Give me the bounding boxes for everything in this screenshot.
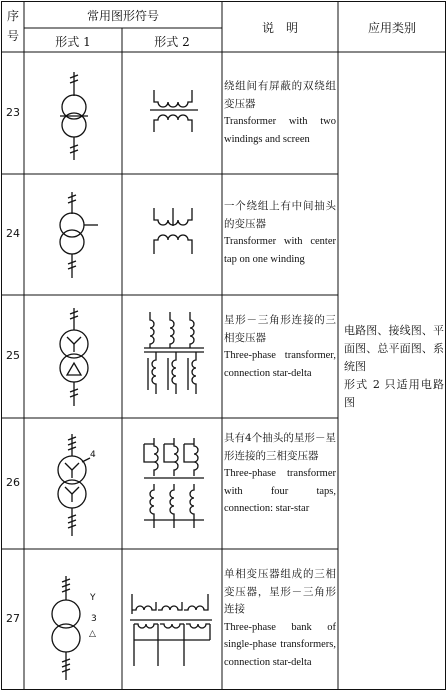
transformer-four-taps-form2-icon	[140, 436, 210, 530]
header-form1: 形式 1	[55, 35, 91, 49]
application-line1: 电路图、接线图、平面图、总平面图、系统图	[344, 324, 444, 373]
transformer-star-delta-form2-icon	[140, 310, 210, 396]
description-zh: 具有4个抽头的星形－星形连接的三相变压器	[224, 432, 336, 462]
transformer-star-delta-form1-icon	[50, 306, 98, 410]
transformer-screen-form2-icon	[148, 88, 200, 136]
transformer-bank-form2-icon	[128, 590, 216, 670]
description-en: Transformer with center tap on one winding	[224, 236, 336, 265]
row-number: 23	[6, 106, 20, 119]
header-application: 应用类别	[367, 21, 416, 35]
row-description	[224, 198, 336, 268]
transformer-bank-form1-icon	[44, 574, 112, 684]
header-symbols-group: 常用图形符号	[86, 9, 159, 23]
transformer-center-tap-form1-icon	[48, 190, 104, 280]
transformer-four-taps-form1-icon	[48, 432, 104, 540]
description-zh: 单相变压器组成的三相变压器，星形－三角形连接	[224, 568, 336, 615]
star-label: Y	[90, 593, 96, 603]
row-number: 26	[6, 476, 20, 489]
transformer-screen-form1-icon	[52, 70, 96, 162]
row-description	[224, 312, 336, 382]
taps-count-label: 4	[90, 450, 96, 460]
header-seq: 序号	[6, 9, 19, 43]
description-zh: 星形－三角形连接的三相变压器	[224, 314, 336, 344]
delta-label: △	[89, 629, 96, 639]
transformer-center-tap-form2-icon	[150, 206, 198, 258]
description-en: Three-phase transformer with four taps, connection: star-star	[224, 468, 336, 514]
row-number: 27	[6, 612, 20, 625]
header-description: 说 明	[261, 21, 298, 35]
description-en: Three-phase transformer, connection star-delta	[224, 350, 336, 379]
description-en: Three-phase bank of single-phase transformers, connection star-delta	[224, 621, 336, 668]
row-description	[224, 78, 336, 148]
row-number: 25	[6, 349, 20, 362]
description-en: Transformer with two windings and screen	[224, 116, 336, 145]
application-category	[344, 322, 444, 412]
three-label: 3	[91, 614, 97, 624]
description-zh: 一个绕组上有中间抽头的变压器	[224, 200, 336, 230]
header-form2: 形式 2	[154, 35, 190, 49]
row-description	[224, 566, 336, 671]
row-description	[224, 430, 336, 518]
row-number: 24	[6, 227, 20, 240]
description-zh: 绕组间有屏蔽的双绕组变压器	[224, 80, 336, 110]
application-line2: 形式 2 只适用电路图	[344, 378, 444, 409]
